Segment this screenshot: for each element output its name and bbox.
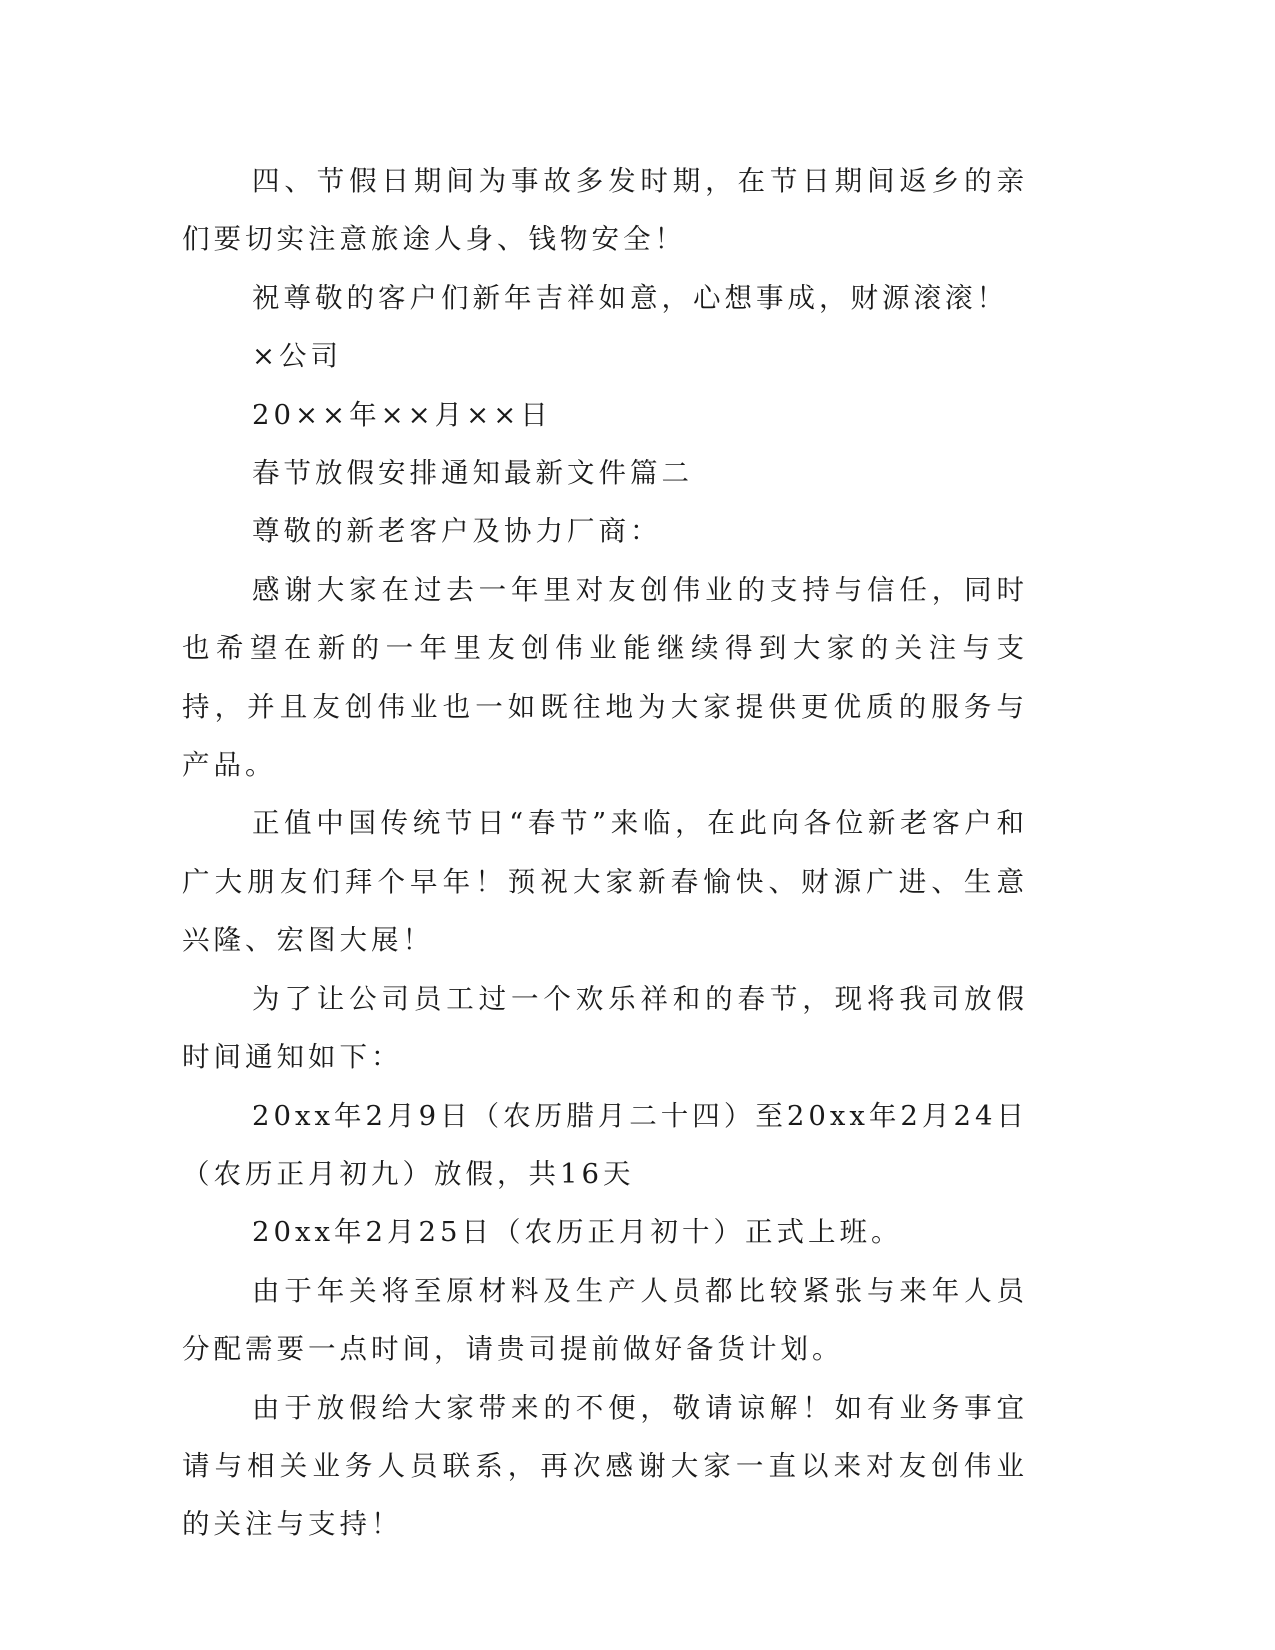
paragraph-blessing: 祝尊敬的客户们新年吉祥如意，心想事成，财源滚滚！ [252, 281, 1008, 314]
paragraph-safety-notice: 四、节假日期间为事故多发时期，在节日期间返乡的亲们要切实注意旅途人身、钱物安全！ [182, 165, 1028, 256]
paragraph-holiday-intro: 为了让公司员工过一个欢乐祥和的春节，现将我司放假时间通知如下： [182, 982, 1028, 1074]
section-title: 春节放假安排通知最新文件篇二 [252, 457, 693, 490]
paragraph-greetings: 正值中国传统节日“春节”来临，在此向各位新老客户和广大朋友们拜个早年！预祝大家新春愉快、财源广进、生意兴隆、宏图大展！ [182, 807, 1028, 957]
paragraph-thanks: 感谢大家在过去一年里对友创伟业的支持与信任，同时也希望在新的一年里友创伟业能继续得到大家的关注与支持，并且友创伟业也一如既往地为大家提供更优质的服务与产品。 [182, 573, 1028, 782]
paragraph-stock-plan: 由于年关将至原材料及生产人员都比较紧张与来年人员分配需要一点时间，请贵司提前做好备货计划。 [182, 1274, 1028, 1366]
paragraph-return-date: 20xx年2月25日（农历正月初十）正式上班。 [252, 1216, 903, 1249]
signature-company: ×公司 [252, 340, 343, 373]
signature-date: 20××年××月××日 [252, 398, 552, 431]
document-body [182, 152, 1028, 1554]
salutation: 尊敬的新老客户及协力厂商： [252, 515, 662, 548]
paragraph-closing: 由于放假给大家带来的不便，敬请谅解！如有业务事宜请与相关业务人员联系，再次感谢大家一直以来对友创伟业的关注与支持！ [182, 1391, 1028, 1541]
paragraph-holiday-period: 20xx年2月9日（农历腊月二十四）至20xx年2月24日（农历正月初九）放假，共16天 [182, 1099, 1028, 1190]
